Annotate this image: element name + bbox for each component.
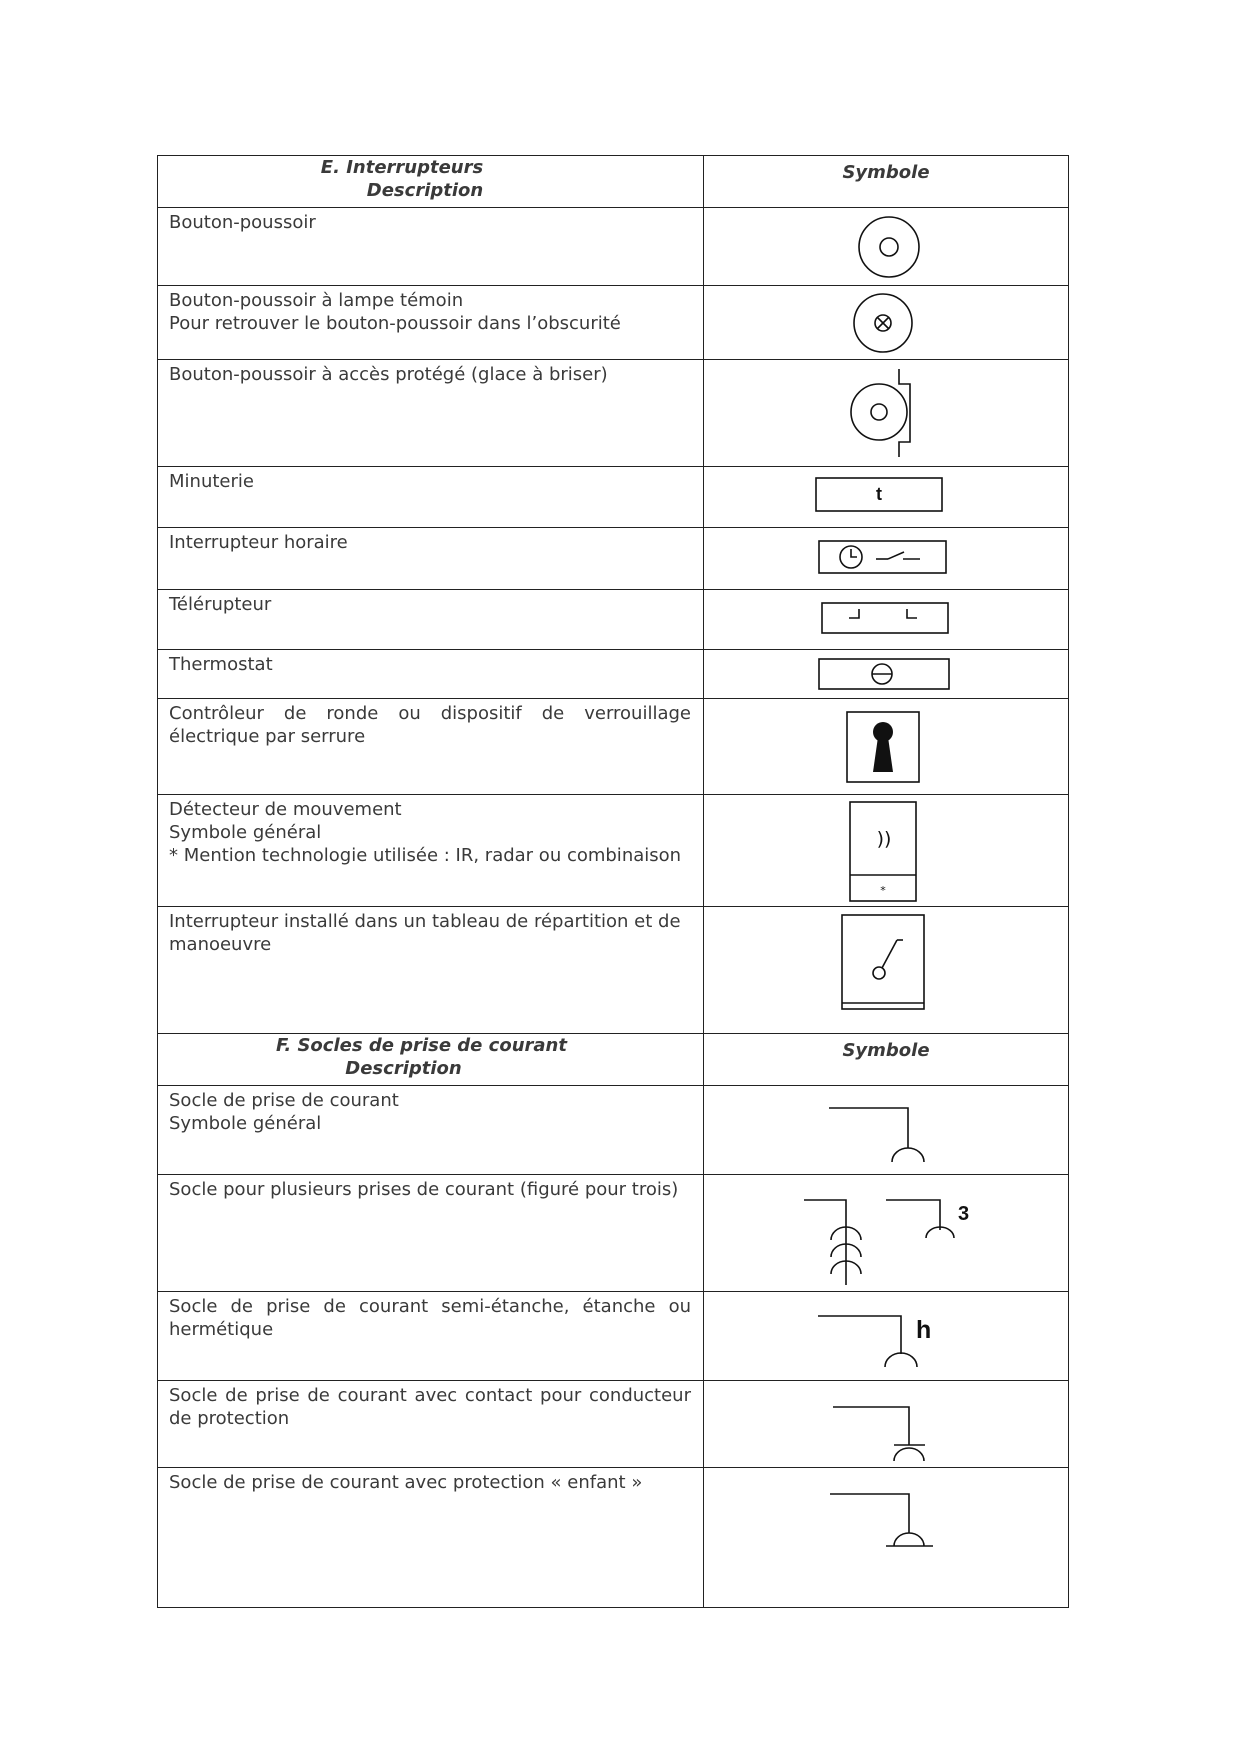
description-header: Description (366, 180, 484, 201)
symbol-cell (704, 467, 1069, 528)
table-row (158, 699, 1069, 795)
symbol-cell (704, 1292, 1069, 1381)
section-header-row (158, 1034, 1069, 1086)
symbol-cell (704, 1175, 1069, 1292)
panel-switch-icon (704, 907, 1069, 1034)
description-header: Description (345, 1058, 462, 1079)
section-title: F. Socles de prise de courant (276, 1035, 567, 1056)
technology-note-mark: * (880, 884, 886, 897)
table-row (158, 286, 1069, 360)
waves-mark: )) (876, 828, 892, 850)
table-row (158, 650, 1069, 699)
symbol-cell (704, 286, 1069, 360)
symbol-cell (704, 650, 1069, 699)
keyhole-lock-icon (704, 699, 1069, 795)
socket-outlet-earth-icon (704, 1381, 1069, 1468)
multiplicity-mark: 3 (958, 1203, 970, 1225)
symbol-cell (704, 1086, 1069, 1175)
table-row (158, 1175, 1069, 1292)
symbols-table (157, 155, 1069, 1608)
table-row (158, 467, 1069, 528)
symbol-cell (704, 795, 1069, 907)
description-cell: Contrôleur de ronde ou dispositif de verrouillage électrique par serrure (158, 699, 704, 795)
timer-icon (704, 467, 1069, 528)
section-header-row (158, 156, 1069, 208)
table-row (158, 795, 1069, 907)
symbol-cell (704, 699, 1069, 795)
table-row (158, 1468, 1069, 1608)
sealed-socket-outlet-icon (704, 1292, 1069, 1381)
table-row (158, 1086, 1069, 1175)
symbol-cell (704, 1468, 1069, 1608)
socket-outlet-child-protection-icon (704, 1468, 1069, 1608)
description-cell: Socle de prise de courant avec contact pour conducteur de protection (158, 1381, 704, 1468)
socket-outlet-icon (704, 1086, 1069, 1175)
description-cell: Minuterie (158, 467, 704, 528)
multiple-socket-outlet-icon (704, 1175, 1069, 1292)
symbol-header: Symbole (704, 1034, 1069, 1086)
description-cell: Socle de prise de courant semi-étanche, étanche ou hermétique (158, 1292, 704, 1381)
section-title-cell (158, 1034, 704, 1086)
push-button-protected-access-icon (704, 360, 1069, 467)
sealed-mark: h (916, 1316, 932, 1344)
description-cell: Socle pour plusieurs prises de courant (figuré pour trois) (158, 1175, 704, 1292)
description-cell: Interrupteur horaire (158, 528, 704, 590)
push-button-icon (704, 208, 1069, 286)
remote-switch-icon (704, 590, 1069, 650)
section-title-cell (158, 156, 704, 208)
motion-detector-icon (704, 795, 1069, 907)
symbol-header: Symbole (704, 156, 1069, 208)
thermostat-icon (704, 650, 1069, 699)
timer-letter: t (876, 484, 882, 504)
section-title: E. Interrupteurs (320, 157, 484, 178)
table-row (158, 360, 1069, 467)
description-cell: Détecteur de mouvement Symbole général * Mention technologie utilisée : IR, radar ou combinaison (158, 795, 704, 907)
symbol-cell (704, 208, 1069, 286)
description-cell: Bouton-poussoir à accès protégé (glace à briser) (158, 360, 704, 467)
symbol-cell (704, 907, 1069, 1034)
table-row (158, 208, 1069, 286)
description-cell: Télérupteur (158, 590, 704, 650)
symbol-cell (704, 528, 1069, 590)
table-row (158, 528, 1069, 590)
description-cell: Bouton-poussoir à lampe témoin Pour retrouver le bouton-poussoir dans l’obscurité (158, 286, 704, 360)
symbol-cell (704, 360, 1069, 467)
table-row (158, 590, 1069, 650)
symbol-cell (704, 590, 1069, 650)
description-cell: Socle de prise de courant avec protection « enfant » (158, 1468, 704, 1608)
description-cell: Bouton-poussoir (158, 208, 704, 286)
description-cell: Socle de prise de courant Symbole général (158, 1086, 704, 1175)
time-switch-icon (704, 528, 1069, 590)
push-button-indicator-lamp-icon (704, 286, 1069, 360)
table-row (158, 1292, 1069, 1381)
table-row (158, 907, 1069, 1034)
description-cell: Interrupteur installé dans un tableau de répartition et de manoeuvre (158, 907, 704, 1034)
description-cell: Thermostat (158, 650, 704, 699)
table-row (158, 1381, 1069, 1468)
symbol-cell (704, 1381, 1069, 1468)
